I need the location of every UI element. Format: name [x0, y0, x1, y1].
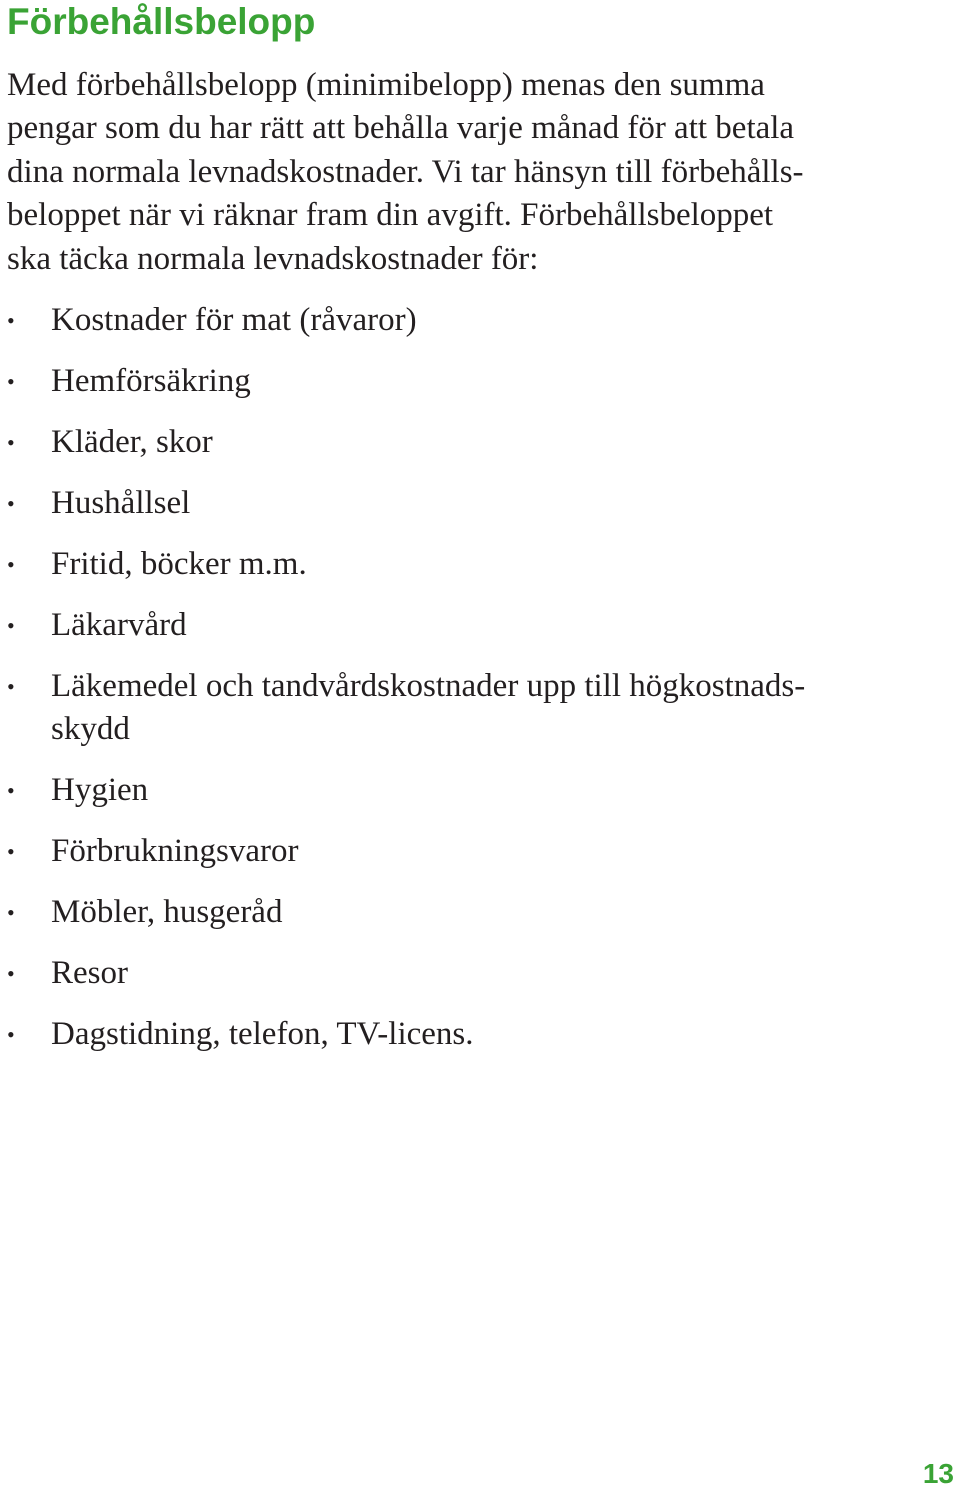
bullet-icon: • [7, 900, 15, 925]
intro-line: dina normala levnadskostnader. Vi tar hänsyn till förbehålls- [7, 153, 804, 190]
list-item-text: skydd [51, 711, 130, 747]
bullet-icon: • [7, 961, 15, 986]
bullet-icon: • [7, 552, 15, 577]
bullet-icon: • [7, 1022, 15, 1047]
intro-line: pengar som du har rätt att behålla varje månad för att betala [7, 110, 795, 147]
page-number: 13 [922, 1458, 954, 1489]
list-item-text: Resor [51, 955, 128, 991]
list-item-text: Fritid, böcker m.m. [51, 546, 307, 582]
bullet-icon: • [7, 613, 15, 638]
bullet-icon: • [7, 369, 15, 394]
list-item-text: Läkemedel och tandvårdskostnader upp till högkostnads- [51, 668, 806, 704]
intro-paragraph [7, 64, 952, 281]
list-item-text: Förbrukningsvaror [51, 833, 299, 869]
list-item-text: Hushållsel [51, 485, 191, 521]
list-item-text: Dagstidning, telefon, TV-licens. [51, 1016, 474, 1052]
bullet-icon: • [7, 308, 15, 333]
bullet-icon: • [7, 674, 15, 699]
bullet-icon: • [7, 491, 15, 516]
list-item-text: Möbler, husgeråd [51, 894, 283, 930]
bullet-icon: • [7, 430, 15, 455]
list-item-text: Läkarvård [51, 607, 187, 643]
list-item-text: Kostnader för mat (råvaror) [51, 302, 417, 338]
bullet-icon: • [7, 839, 15, 864]
intro-line: Med förbehållsbelopp (minimibelopp) menas den summa [7, 67, 765, 103]
intro-line: ska täcka normala levnadskostnader för: [7, 240, 539, 277]
list-item-text: Kläder, skor [51, 424, 213, 460]
bullet-icon: • [7, 778, 15, 803]
intro-line: beloppet när vi räknar fram din avgift. Förbehållsbeloppet [7, 197, 774, 234]
list-item-text: Hygien [51, 772, 149, 808]
page-title: Förbehållsbelopp [7, 1, 316, 42]
list-item-text: Hemförsäkring [51, 363, 251, 399]
